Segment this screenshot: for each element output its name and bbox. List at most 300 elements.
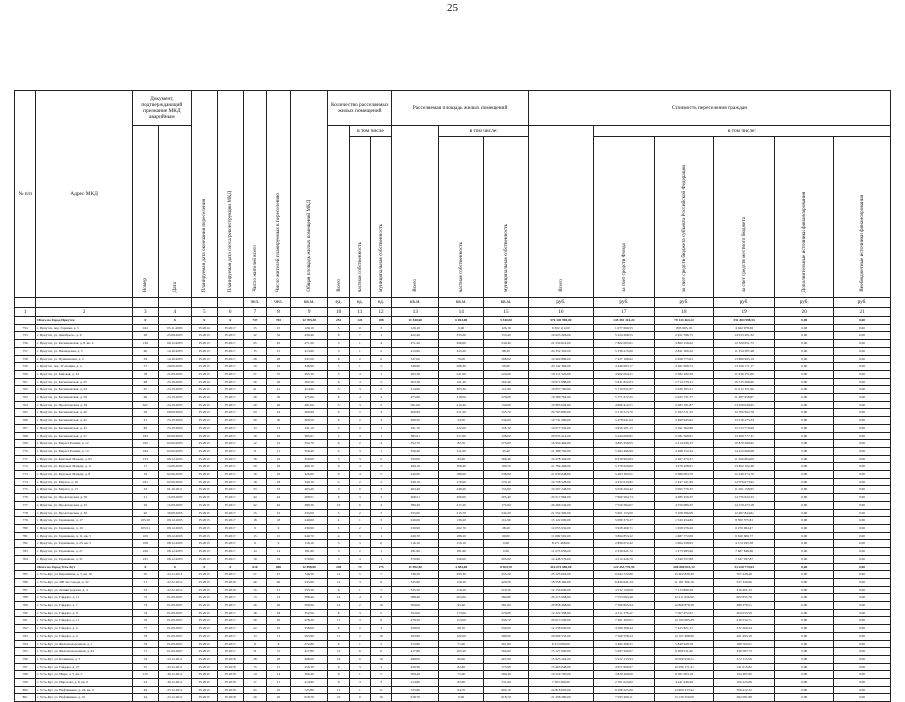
table-cell: 29.09.2005: [158, 363, 191, 371]
table-cell: 13: [267, 632, 291, 640]
table-cell: 1: [349, 671, 370, 679]
table-cell: 302,60: [484, 648, 529, 656]
table-cell: 7 500 558,24: [593, 632, 654, 640]
table-cell: IV.2017: [217, 324, 243, 332]
table-cell: 14 223 996,68: [713, 447, 774, 455]
table-cell: 764: [15, 401, 36, 409]
table-cell: 0,00: [834, 478, 891, 486]
table-row: [15, 524, 891, 532]
table-cell: 30: [267, 417, 291, 425]
table-cell: 2 714 379,41: [655, 378, 714, 386]
table-cell: 4: [328, 478, 349, 486]
unit-cell: руб.: [713, 298, 774, 308]
table-cell: 12: [243, 440, 267, 448]
table-cell: 782: [15, 540, 36, 548]
table-cell: 14 735 634,32: [713, 494, 774, 502]
table-cell: 356,40: [290, 447, 328, 455]
table-cell: 02.09.2005: [158, 440, 191, 448]
address-cell: г. Иркутск, ул. Пролетарская, д. 30: [36, 509, 133, 517]
table-cell: 8: [328, 394, 349, 402]
table-cell: 3: [370, 486, 391, 494]
table-cell: 3: [370, 494, 391, 502]
table-cell: 7 667 846,66: [713, 548, 774, 556]
unit-cell: руб.: [775, 298, 834, 308]
table-cell: 27: [243, 571, 267, 579]
column-number-cell: 4: [158, 308, 191, 317]
table-cell: 82,70: [439, 440, 484, 448]
table-cell: 8: [243, 640, 267, 648]
table-cell: 435,00: [392, 509, 439, 517]
table-cell: 2 936 305,31: [655, 386, 714, 394]
table-cell: IV.2015: [191, 501, 217, 509]
table-cell: 506,00: [290, 602, 328, 610]
table-cell: 3 469 945,62: [655, 417, 714, 425]
header-cost-fund: за счет средств Фонда: [593, 137, 654, 298]
column-number-cell: 9: [290, 308, 328, 317]
table-cell: IV.2017: [217, 540, 243, 548]
table-cell: 0,00: [834, 471, 891, 479]
table-cell: 2 581 508,81: [655, 432, 714, 440]
table-cell: 3: [370, 663, 391, 671]
table-cell: 341,10: [392, 424, 439, 432]
table-cell: 19 983 624,00: [528, 401, 593, 409]
table-cell: 3: [370, 517, 391, 525]
header-area-total: Всего: [392, 126, 439, 298]
table-row: [15, 640, 891, 648]
table-cell: IV.2015: [191, 524, 217, 532]
table-cell: 778: [15, 509, 36, 517]
table-cell: 0,00: [775, 563, 834, 571]
table-cell: 8 271 408,00: [528, 540, 593, 548]
table-cell: 22.12.2011: [158, 578, 191, 586]
table-cell: 132: [132, 671, 158, 679]
table-cell: 01.10.2011: [158, 486, 191, 494]
table-row: [15, 663, 891, 671]
table-cell: 537 340,96: [713, 578, 774, 586]
table-row: [15, 594, 891, 602]
table-cell: 32: [267, 332, 291, 340]
table-cell: 18: [267, 517, 291, 525]
table-cell: 5 056 294,42: [593, 486, 654, 494]
table-cell: 290,90: [484, 632, 529, 640]
table-cell: 0,00: [775, 648, 834, 656]
table-cell: 116,10: [439, 540, 484, 548]
table-cell: 6 620 606,77: [713, 532, 774, 540]
table-cell: 4 085 459,35: [655, 494, 714, 502]
table-cell: 478,20: [392, 617, 439, 625]
table-cell: 392,50: [290, 378, 328, 386]
address-cell: г. Иркутск, ул. Касьяновская, д. 51: [36, 432, 133, 440]
table-cell: 0,00: [834, 609, 891, 617]
table-cell: 0,00: [834, 655, 891, 663]
table-cell: 5 224 266,55: [593, 332, 654, 340]
table-cell: 5 379 629,69: [593, 463, 654, 471]
table-cell: IV.2015: [191, 586, 217, 594]
table-cell: 0,00: [775, 386, 834, 394]
table-cell: 271,20: [392, 340, 439, 348]
table-cell: 73: [132, 602, 158, 610]
table-cell: 45,40: [484, 447, 529, 455]
table-cell: 18: [267, 478, 291, 486]
table-cell: 0,00: [834, 401, 891, 409]
table-cell: 9 513 000,00: [528, 640, 593, 648]
table-cell: 59: [132, 355, 158, 363]
table-cell: 203,60: [439, 594, 484, 602]
table-cell: 02.09.2005: [158, 447, 191, 455]
table-cell: 14 915 201,32: [713, 332, 774, 340]
table-cell: [15, 317, 36, 325]
table-cell: 0,00: [775, 347, 834, 355]
column-number-cell: 7: [243, 308, 267, 317]
table-cell: 347,00: [392, 355, 439, 363]
table-cell: IV.2017: [217, 409, 243, 417]
table-cell: 39: [132, 409, 158, 417]
table-cell: 588,40: [290, 594, 328, 602]
table-cell: 14: [267, 548, 291, 556]
table-cell: 188,20: [439, 532, 484, 540]
table-cell: 647: [132, 401, 158, 409]
table-cell: 10 000 956,51: [655, 655, 714, 663]
table-cell: 2: [370, 363, 391, 371]
table-cell: 20 858 268,00: [528, 602, 593, 610]
table-cell: 41: [267, 386, 291, 394]
table-cell: 11 181 306,10: [655, 578, 714, 586]
table-cell: IV.2017: [217, 625, 243, 633]
table-cell: 4: [370, 409, 391, 417]
table-cell: 191: [132, 478, 158, 486]
table-cell: 4: [349, 471, 370, 479]
table-cell: 0,00: [834, 571, 891, 579]
table-cell: 576 345 990,00: [528, 317, 593, 325]
table-cell: 249,60: [290, 517, 328, 525]
table-cell: 385,61: [290, 432, 328, 440]
table-cell: 707 428,48: [713, 571, 774, 579]
table-cell: 0,00: [775, 478, 834, 486]
table-cell: 100 225,69: [713, 679, 774, 687]
table-cell: 767: [15, 424, 36, 432]
table-cell: 12: [328, 594, 349, 602]
table-cell: 11 273 636,00: [528, 548, 593, 556]
table-cell: 6 476 004,47: [713, 524, 774, 532]
table-cell: 772: [15, 463, 36, 471]
table-cell: 15: [267, 663, 291, 671]
address-cell: г. Иркутск, ул. Терешкова, д. 17: [36, 517, 133, 525]
table-cell: 71,00: [439, 640, 484, 648]
table-cell: 0,00: [834, 532, 891, 540]
table-row: [15, 463, 891, 471]
table-cell: 5 587 500,67: [593, 648, 654, 656]
header-rooms-municipal: муниципальная собственность: [370, 137, 391, 298]
table-cell: 0,00: [834, 602, 891, 610]
table-cell: 30: [267, 394, 291, 402]
header-planned-resettle-date: Планируемая дата окончания переселения: [191, 91, 217, 298]
table-cell: 0,00: [775, 594, 834, 602]
table-cell: 3: [328, 540, 349, 548]
column-number-cell: 6: [217, 308, 243, 317]
table-cell: 325,20: [439, 347, 484, 355]
table-cell: 3 862 156,62: [655, 340, 714, 348]
table-cell: IV.2017: [217, 378, 243, 386]
table-cell: 7 491 302,01: [593, 617, 654, 625]
table-cell: IV.2015: [191, 602, 217, 610]
table-cell: 4: [349, 394, 370, 402]
table-cell: 3: [349, 447, 370, 455]
table-cell: 351 804 998,54: [713, 317, 774, 325]
table-cell: 435,00: [290, 509, 328, 517]
address-cell: г. Иркутск, ул. Касьяновская, д. 26: [36, 394, 133, 402]
table-cell: 1: [349, 517, 370, 525]
table-cell: 0,00: [775, 625, 834, 633]
table-cell: IV.2017: [217, 509, 243, 517]
table-cell: 414,90: [290, 386, 328, 394]
table-cell: 54: [132, 655, 158, 663]
table-cell: 794: [15, 640, 36, 648]
table-cell: 136,20: [439, 517, 484, 525]
table-cell: IV.2015: [191, 609, 217, 617]
table-cell: 224,00: [484, 370, 529, 378]
table-cell: 763: [15, 394, 36, 402]
table-cell: 01.09.2007: [158, 594, 191, 602]
column-number-cell: 20: [775, 308, 834, 317]
table-row: [15, 540, 891, 548]
table-cell: 7 303 200,00: [528, 679, 593, 687]
table-cell: 774: [15, 478, 36, 486]
table-cell: IV.2017: [217, 648, 243, 656]
table-cell: 175: [370, 563, 391, 571]
table-cell: 28: [132, 332, 158, 340]
table-cell: 2 382 182,36: [655, 370, 714, 378]
table-cell: IV.2015: [191, 548, 217, 556]
table-cell: 24: [132, 679, 158, 687]
table-cell: 230,90: [392, 524, 439, 532]
table-cell: 389,36: [392, 501, 439, 509]
table-cell: IV.2015: [191, 679, 217, 687]
table-cell: 602,10: [484, 686, 529, 694]
table-cell: 126,10: [392, 324, 439, 332]
table-cell: 145 381 316,24: [593, 317, 654, 325]
table-cell: 194: [132, 447, 158, 455]
table-cell: 20 035 414,00: [528, 432, 593, 440]
table-cell: 0,00: [834, 625, 891, 633]
table-cell: 150,60: [484, 401, 529, 409]
table-cell: 22.11.2011: [158, 571, 191, 579]
header-planned-residents: Число жителей планируемых к переселению: [267, 91, 291, 298]
table-row: [15, 394, 891, 402]
table-cell: 19: [267, 555, 291, 563]
table-row: [15, 424, 891, 432]
table-cell: 08.12.2005: [158, 517, 191, 525]
table-cell: 1: [349, 340, 370, 348]
table-cell: 4: [370, 440, 391, 448]
table-cell: 4: [349, 555, 370, 563]
table-cell: 5: [328, 455, 349, 463]
table-cell: 783: [15, 548, 36, 556]
table-cell: IV.2015: [191, 478, 217, 486]
table-cell: 205,00: [484, 555, 529, 563]
table-cell: 6: [328, 463, 349, 471]
table-cell: 12 016 275,34: [713, 417, 774, 425]
table-row: [15, 347, 891, 355]
table-cell: 16: [267, 432, 291, 440]
table-cell: 95,40: [439, 602, 484, 610]
table-cell: 6: [349, 648, 370, 656]
table-cell: 20: [132, 509, 158, 517]
table-cell: 2 611 796,73: [655, 332, 714, 340]
table-cell: 4 865 458,05: [593, 440, 654, 448]
table-cell: 9 264 722,80: [593, 571, 654, 579]
table-cell: 5 952 133,93: [593, 655, 654, 663]
table-cell: 0,00: [834, 540, 891, 548]
table-cell: 10: [328, 655, 349, 663]
table-cell: 181,90: [392, 548, 439, 556]
table-cell: 79,00: [439, 355, 484, 363]
table-cell: 40: [267, 578, 291, 586]
header-area-municipal: муниципальная собственность: [484, 137, 529, 298]
table-row: [15, 625, 891, 633]
table-cell: 4: [328, 447, 349, 455]
table-cell: 300,00: [439, 494, 484, 502]
address-cell: г. Иркутск, ул. Терешкова, д. 31: [36, 555, 133, 563]
table-cell: 71,90: [439, 671, 484, 679]
table-cell: 0,00: [834, 440, 891, 448]
table-cell: 25.10.2005: [158, 378, 191, 386]
address-cell: г. Иркутск, ул. Касьяновская, д. 42: [36, 417, 133, 425]
table-cell: 289,50: [392, 417, 439, 425]
table-cell: 179,00: [439, 478, 484, 486]
table-cell: 12 238 000,00: [528, 625, 593, 633]
address-cell: г. Иркутск, ул. Касьяновская, д. 40: [36, 409, 133, 417]
table-cell: 0,00: [775, 332, 834, 340]
table-cell: 5: [328, 555, 349, 563]
table-cell: 116,20: [439, 586, 484, 594]
header-row-number: № п/п: [15, 91, 36, 298]
table-cell: 09.12.2005: [158, 340, 191, 348]
table-cell: 27: [267, 571, 291, 579]
table-cell: 2: [349, 417, 370, 425]
table-cell: 01.09.2007: [158, 602, 191, 610]
table-cell: 26: [243, 602, 267, 610]
table-cell: 0,00: [834, 417, 891, 425]
table-cell: 4: [328, 517, 349, 525]
table-cell: 12: [328, 578, 349, 586]
table-cell: 09.09.2005: [158, 409, 191, 417]
table-cell: 45: [243, 340, 267, 348]
table-cell: Х: [217, 563, 243, 571]
table-cell: 0: [370, 540, 391, 548]
table-cell: 26: [267, 378, 291, 386]
table-cell: IV.2015: [191, 594, 217, 602]
table-cell: 14.09.2005: [158, 463, 191, 471]
table-cell: 08.12.2005: [158, 548, 191, 556]
table-cell: IV.2015: [191, 455, 217, 463]
table-cell: 25.10.2005: [158, 394, 191, 402]
table-cell: 0,00: [834, 486, 891, 494]
table-cell: 0,00: [834, 363, 891, 371]
table-cell: 2: [370, 347, 391, 355]
header-cost-budget-region: за счет средств бюджета субъекта Российской Федерации: [655, 137, 714, 298]
table-cell: 13: [243, 594, 267, 602]
table-cell: 0,00: [834, 378, 891, 386]
table-cell: 26: [243, 378, 267, 386]
table-cell: IV.2017: [217, 532, 243, 540]
table-cell: 335,50: [290, 586, 328, 594]
table-cell: 406,99: [392, 409, 439, 417]
address-cell: г. Иркутск, ул. Кайская, д. 34: [36, 370, 133, 378]
table-cell: 6: [328, 586, 349, 594]
table-cell: IV.2018: [217, 686, 243, 694]
table-cell: 21 559 614,00: [528, 340, 593, 348]
table-cell: IV.2017: [217, 455, 243, 463]
table-cell: 413,60: [290, 347, 328, 355]
table-cell: 5: [370, 609, 391, 617]
unit-cell: руб.: [528, 298, 593, 308]
table-cell: 5: [370, 640, 391, 648]
table-cell: 45: [267, 686, 291, 694]
table-cell: IV.2017: [217, 486, 243, 494]
table-cell: 1: [370, 532, 391, 540]
table-cell: 7 933 369,11: [593, 694, 654, 702]
table-cell: 21 458 280,00: [528, 694, 593, 702]
table-cell: 0: [349, 655, 370, 663]
table-cell: 13: [243, 632, 267, 640]
housing-resettlement-table: [14, 90, 891, 702]
table-cell: 3: [349, 679, 370, 687]
table-cell: 29: [243, 401, 267, 409]
table-cell: 266,40: [484, 455, 529, 463]
header-cost-group: Стоимость переселения граждан: [528, 91, 890, 126]
table-cell: 78: [132, 632, 158, 640]
table-cell: IV.2017: [217, 471, 243, 479]
table-cell: 350,00: [290, 455, 328, 463]
table-cell: 1 658 276,26: [655, 524, 714, 532]
table-cell: 0,00: [834, 317, 891, 325]
table-cell: 4 971 660,97: [593, 663, 654, 671]
table-cell: IV.2015: [191, 440, 217, 448]
table-cell: 4: [349, 594, 370, 602]
table-cell: 240,70: [290, 532, 328, 540]
table-cell: 0,00: [775, 363, 834, 371]
table-cell: 725,80: [290, 686, 328, 694]
table-cell: 7 560 605,94: [593, 602, 654, 610]
table-cell: 3: [370, 324, 391, 332]
table-cell: IV.2017: [217, 555, 243, 563]
table-cell: 41: [243, 386, 267, 394]
table-cell: 1: [349, 363, 370, 371]
table-cell: IV.2018: [217, 671, 243, 679]
table-cell: 23.12.2011: [158, 694, 191, 702]
table-row: [15, 370, 891, 378]
table-cell: 618,70: [392, 694, 439, 702]
table-cell: 0,00: [775, 532, 834, 540]
table-cell: 2 461 008,73: [655, 363, 714, 371]
table-row: [15, 532, 891, 540]
table-cell: IV.2015: [191, 417, 217, 425]
table-cell: 5 478 641,04: [593, 417, 654, 425]
table-cell: 4 511 379,47: [593, 609, 654, 617]
table-cell: 15: [243, 509, 267, 517]
table-cell: 0,00: [834, 671, 891, 679]
table-cell: 15: [243, 532, 267, 540]
table-cell: 0,00: [775, 524, 834, 532]
table-cell: 128,00: [484, 432, 529, 440]
table-cell: 256,30: [290, 663, 328, 671]
table-cell: 02.09.2005: [158, 432, 191, 440]
table-cell: 6: [328, 417, 349, 425]
table-cell: 28: [267, 355, 291, 363]
table-cell: 19 758 528,00: [528, 478, 593, 486]
table-cell: 304 055,56: [713, 609, 774, 617]
table-cell: 116,10: [392, 540, 439, 548]
